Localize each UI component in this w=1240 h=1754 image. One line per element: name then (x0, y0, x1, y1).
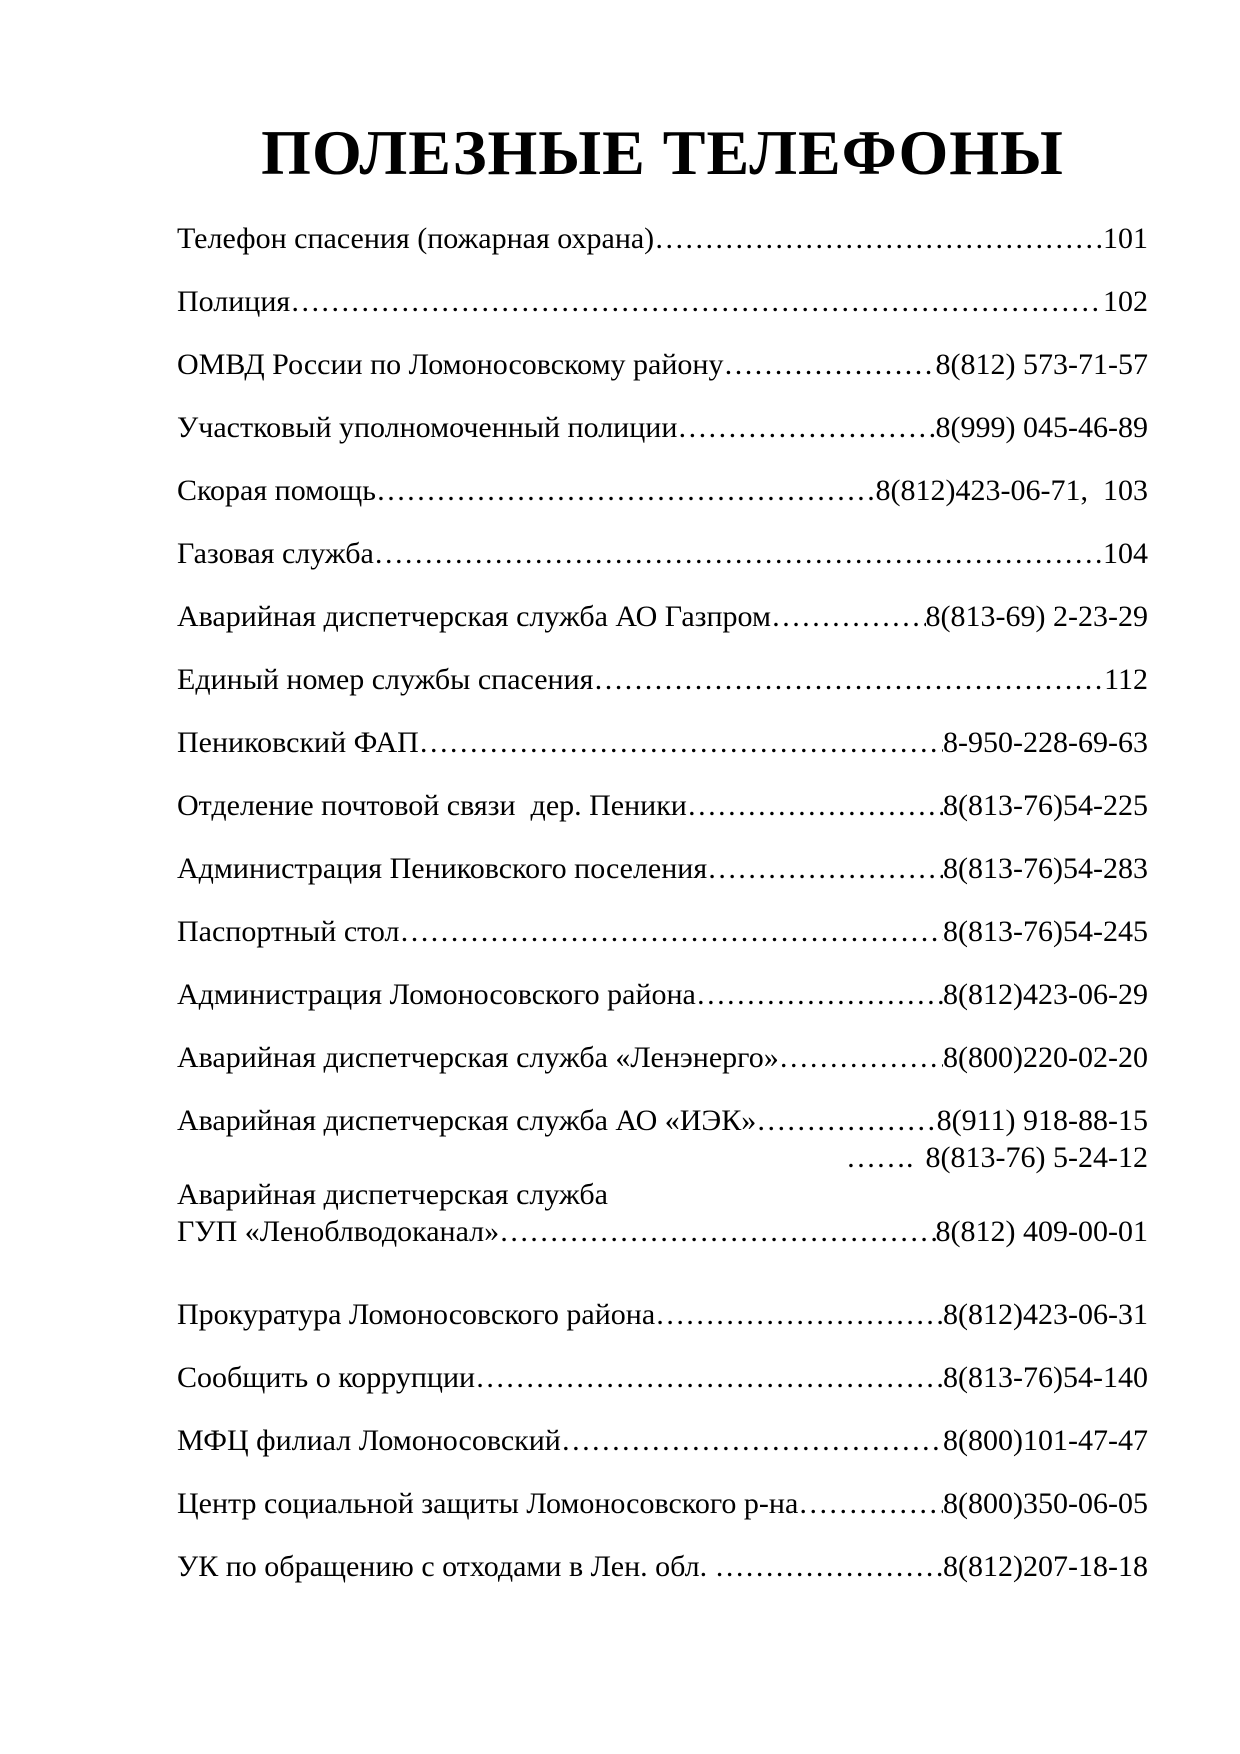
phone-entry (177, 220, 1148, 257)
phone-entry (177, 661, 1148, 698)
dot-leader (756, 1102, 936, 1139)
entry-label: Телефон спасения (пожарная охрана) (177, 222, 655, 255)
entry-label: Участковый уполномоченный полиции (177, 411, 678, 444)
entry-label: Прокуратура Ломоносовского района (177, 1298, 656, 1331)
entry-number: 8(911) 918-88-15 (936, 1104, 1148, 1137)
dot-leader (376, 472, 876, 509)
phone-entry (177, 1485, 1148, 1522)
dot-leader (771, 598, 926, 635)
dot-leader (687, 787, 943, 824)
entry-number: 104 (1103, 537, 1148, 570)
entry-label: Газовая служба (177, 537, 374, 570)
entry-label: Центр социальной защиты Ломоносовского р-на (177, 1487, 799, 1520)
entry-label: Аварийная диспетчерская служба АО Газпром (177, 600, 771, 633)
entry-number: 112 (1104, 663, 1148, 696)
dot-leader (593, 661, 1104, 698)
phone-entry (177, 724, 1148, 761)
phone-entry-continuation (177, 1139, 1148, 1176)
phone-entry-label-line (177, 1176, 1148, 1213)
phone-entry (177, 1548, 1148, 1585)
entry-number: 8(812) 409-00-01 (935, 1215, 1148, 1248)
entry-label: Администрация Пениковского поселения (177, 852, 708, 885)
phone-entry (177, 1213, 1148, 1250)
phone-entry (177, 787, 1148, 824)
phone-entry (177, 976, 1148, 1013)
dot-leader (715, 1548, 943, 1585)
entry-label: Отделение почтовой связи дер. Пеники (177, 789, 687, 822)
entry-label: Аварийная диспетчерская служба АО «ИЭК» (177, 1104, 757, 1137)
phone-entry (177, 409, 1148, 446)
dot-leader (290, 283, 1103, 320)
entry-label: Паспортный стол (177, 915, 400, 948)
entry-number: 8(800)350-06-05 (943, 1487, 1148, 1520)
entry-label: ГУП «Леноблводоканал» (177, 1215, 500, 1248)
entry-number: 8-950-228-69-63 (943, 726, 1148, 759)
phone-entry (177, 913, 1148, 950)
entry-number: 8(999) 045-46-89 (935, 411, 1148, 444)
entry-number: 8(800)220-02-20 (943, 1041, 1148, 1074)
entry-label: Аварийная диспетчерская служба (177, 1178, 608, 1211)
phone-entry (177, 850, 1148, 887)
dot-leader (419, 724, 943, 761)
dot-leader (779, 1039, 943, 1076)
entry-label: Скорая помощь (177, 474, 376, 507)
entry-label: ОМВД России по Ломоносовскому району (177, 348, 724, 381)
phone-entry (177, 1039, 1148, 1076)
entry-number: 102 (1103, 285, 1148, 318)
dot-leader (374, 535, 1103, 572)
entry-label: УК по обращению с отходами в Лен. обл. (177, 1550, 715, 1583)
dot-leader (723, 346, 935, 383)
dot-leader (399, 913, 943, 950)
dot-leader (475, 1359, 943, 1396)
entry-number: 8(812)423-06-29 (943, 978, 1148, 1011)
entry-number: 8(813-69) 2-23-29 (925, 600, 1148, 633)
entry-number-secondary: 8(813-76) 5-24-12 (925, 1141, 1148, 1174)
dot-leader: ……. (846, 1141, 914, 1174)
entry-number: 8(813-76)54-245 (943, 915, 1148, 948)
phone-entry (177, 346, 1148, 383)
entry-label: МФЦ филиал Ломоносовский (177, 1424, 561, 1457)
entry-number: 8(812)423-06-31 (943, 1298, 1148, 1331)
dot-leader (499, 1213, 935, 1250)
dot-leader (561, 1422, 943, 1459)
entry-label: Полиция (177, 285, 291, 318)
entry-number: 8(812) 573-71-57 (935, 348, 1148, 381)
entry-number: 8(813-76)54-283 (943, 852, 1148, 885)
entry-label: Сообщить о коррупции (177, 1361, 476, 1394)
entry-number: 8(800)101-47-47 (943, 1424, 1148, 1457)
phone-entry (177, 1422, 1148, 1459)
entry-number: 8(813-76)54-225 (943, 789, 1148, 822)
dot-leader (677, 409, 935, 446)
dot-leader (696, 976, 943, 1013)
entry-number: 101 (1103, 222, 1148, 255)
entry-label: Аварийная диспетчерская служба «Ленэнерго» (177, 1041, 779, 1074)
phone-entry (177, 1359, 1148, 1396)
entry-label: Администрация Ломоносовского района (177, 978, 696, 1011)
phone-entry (177, 283, 1148, 320)
entry-label: Пениковский ФАП (177, 726, 419, 759)
phone-entry (177, 1296, 1148, 1333)
phone-entry (177, 1102, 1148, 1139)
dot-leader (655, 1296, 943, 1333)
entry-number: 8(812)423-06-71, 103 (875, 474, 1148, 507)
phone-entry (177, 472, 1148, 509)
dot-leader (654, 220, 1103, 257)
page-title: ПОЛЕЗНЫЕ ТЕЛЕФОНЫ (261, 117, 1064, 188)
entry-label: Единый номер службы спасения (177, 663, 594, 696)
dot-leader (798, 1485, 943, 1522)
dot-leader (707, 850, 943, 887)
phone-entry (177, 598, 1148, 635)
phone-entry (177, 535, 1148, 572)
entry-number: 8(813-76)54-140 (943, 1361, 1148, 1394)
entry-number: 8(812)207-18-18 (943, 1550, 1148, 1583)
